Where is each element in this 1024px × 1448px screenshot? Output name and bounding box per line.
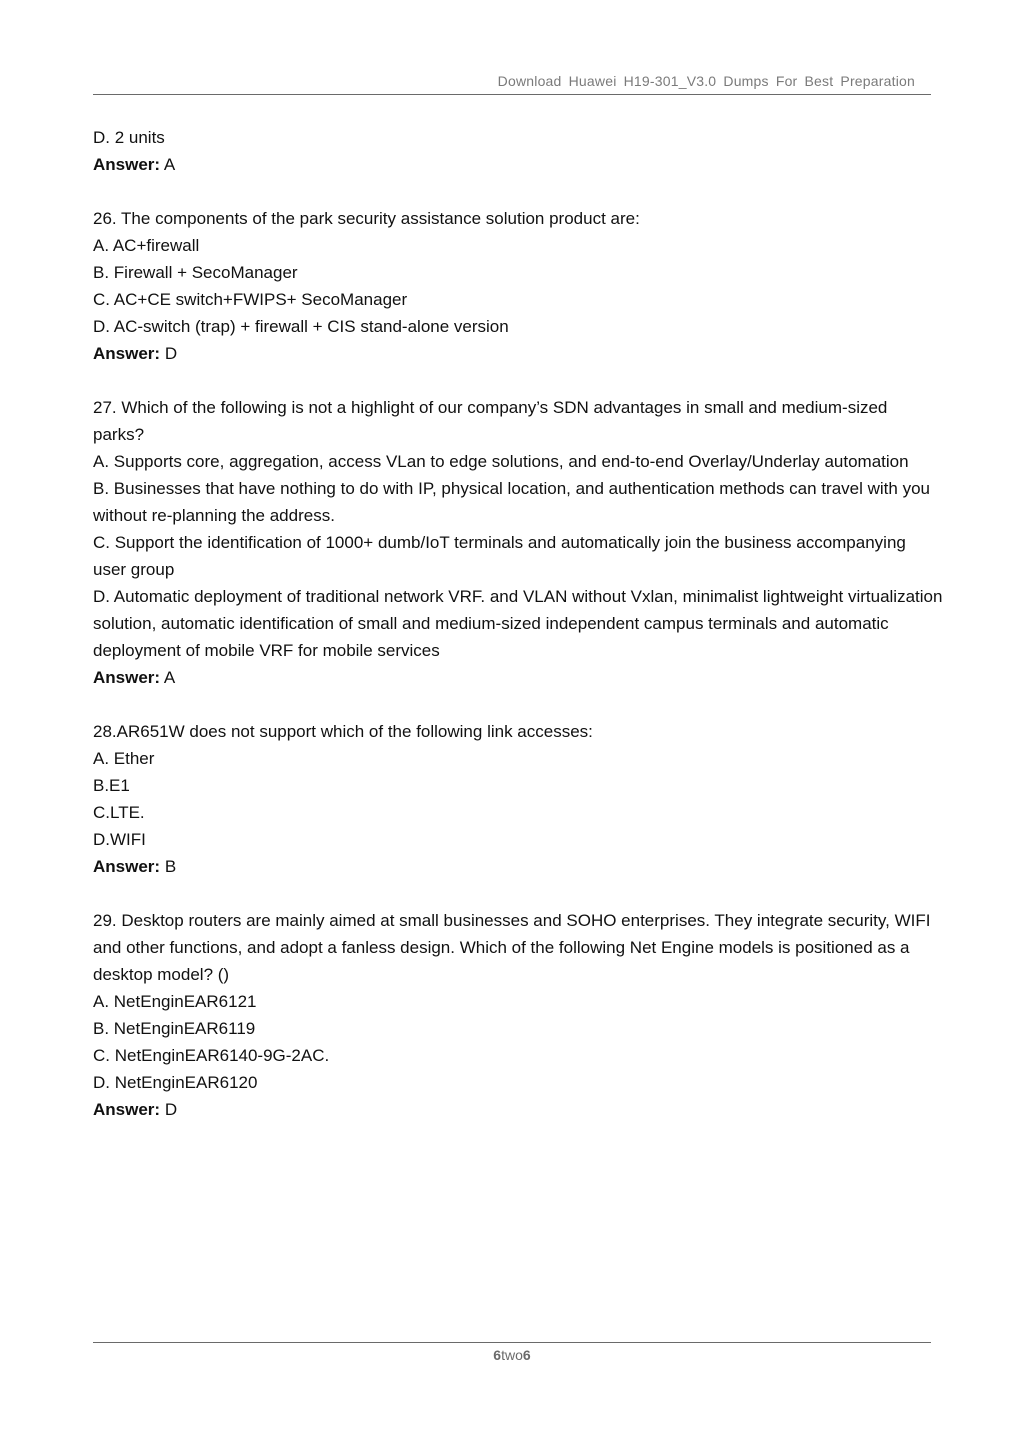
question-28	[93, 718, 943, 880]
answer-label: Answer:	[93, 1100, 161, 1119]
answer-label: Answer:	[93, 344, 161, 363]
option-a: A. Ether	[93, 749, 155, 768]
option-a: A. Supports core, aggregation, access VLan to edge solutions, and end-to-end Overlay/Underlay automation	[93, 452, 909, 471]
option-b: B. Businesses that have nothing to do with IP, physical location, and authentication methods can travel with you without re-planning the address.	[93, 479, 930, 525]
option-c: C. Support the identification of 1000+ dumb/IoT terminals and automatically join the business accompanying user group	[93, 533, 906, 579]
answer-value: A	[163, 668, 176, 687]
page-footer	[93, 1342, 931, 1363]
answer-label: Answer:	[93, 668, 161, 687]
question-text: 27. Which of the following is not a highlight of our company’s SDN advantages in small and medium-sized parks?	[93, 398, 888, 444]
option-c: C. NetEnginEAR6140-9G-2AC.	[93, 1046, 330, 1065]
option-b: B.E1	[93, 776, 130, 795]
question-26	[93, 205, 943, 367]
answer-value: B	[164, 857, 177, 876]
question-text: 28.AR651W does not support which of the following link accesses:	[93, 722, 593, 741]
option-d: D. AC-switch (trap) + firewall + CIS stand-alone version	[93, 317, 509, 336]
page-current: 6	[493, 1347, 502, 1363]
page-total: 6	[522, 1347, 531, 1363]
answer-line	[93, 853, 943, 880]
answer-line	[93, 340, 943, 367]
option-b: B. Firewall + SecoManager	[93, 263, 298, 282]
option-b: B. NetEnginEAR6119	[93, 1019, 256, 1038]
option-c: C. AC+CE switch+FWIPS+ SecoManager	[93, 290, 408, 309]
answer-line	[93, 151, 943, 178]
page-number	[93, 1347, 931, 1363]
question-text: 26. The components of the park security assistance solution product are:	[93, 209, 640, 228]
answer-value: D	[164, 1100, 178, 1119]
previous-question-tail	[93, 124, 943, 178]
page-header	[93, 70, 931, 95]
option-d: D. NetEnginEAR6120	[93, 1073, 258, 1092]
option-a: A. NetEnginEAR6121	[93, 992, 257, 1011]
page-separator: two	[501, 1347, 523, 1363]
header-title: Download Huawei H19-301_V3.0 Dumps For Best Preparation	[497, 73, 915, 89]
answer-value: D	[164, 344, 178, 363]
option-d: D.WIFI	[93, 830, 146, 849]
answer-label: Answer:	[93, 155, 161, 174]
answer-line	[93, 664, 943, 691]
option-d: D. 2 units	[93, 128, 165, 147]
question-27	[93, 394, 943, 691]
option-a: A. AC+firewall	[93, 236, 200, 255]
answer-label: Answer:	[93, 857, 161, 876]
answer-line	[93, 1096, 943, 1123]
question-text: 29. Desktop routers are mainly aimed at small businesses and SOHO enterprises. They integrate security, WIFI and other functions, and adopt a fanless design. Which of the following Net Engine models is positioned as a desktop model? ()	[93, 911, 931, 984]
option-c: C.LTE.	[93, 803, 145, 822]
option-d: D. Automatic deployment of traditional network VRF. and VLAN without Vxlan, minimalist lightweight virtualization solution, automatic identification of small and medium-sized independent campus terminals and automatic deployment of mobile VRF for mobile services	[93, 587, 943, 660]
page-content	[93, 124, 943, 1123]
question-29	[93, 907, 943, 1123]
answer-value: A	[163, 155, 176, 174]
